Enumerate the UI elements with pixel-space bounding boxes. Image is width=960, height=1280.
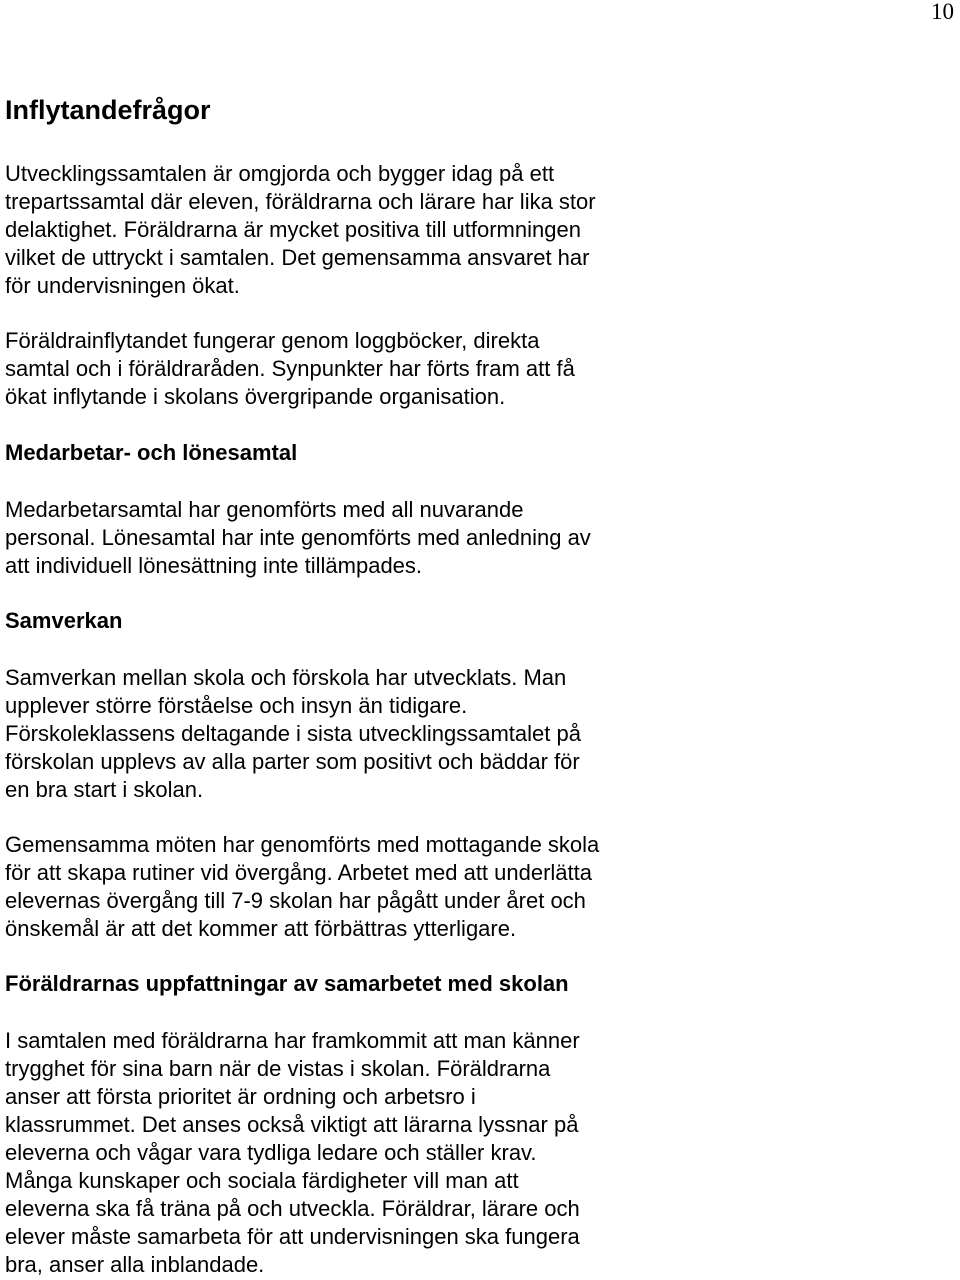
body-text-line: elevernas övergång till 7-9 skolan har pågått under året och <box>5 888 586 913</box>
body-text-line: ökat inflytande i skolans övergripande organisation. <box>5 384 506 409</box>
body-text-line: för undervisningen ökat. <box>5 273 240 298</box>
body-text-line: vilket de uttryckt i samtalen. Det gemensamma ansvaret har <box>5 245 590 270</box>
body-text-line: att individuell lönesättning inte tillämpades. <box>5 553 423 578</box>
body-text-line: anser att första prioritet är ordning och arbetsro i <box>5 1084 476 1109</box>
body-text-line: önskemål är att det kommer att förbättras ytterligare. <box>5 916 517 941</box>
body-text-line: Gemensamma möten har genomförts med mottagande skola <box>5 832 600 857</box>
body-text-line: elever måste samarbeta för att undervisningen ska fungera <box>5 1224 580 1249</box>
body-text-line: Utvecklingssamtalen är omgjorda och bygger idag på ett <box>5 161 555 186</box>
body-text-line: delaktighet. Föräldrarna är mycket positiva till utformningen <box>5 217 581 242</box>
body-text-line: eleverna och vågar vara tydliga ledare och ställer krav. <box>5 1140 537 1165</box>
body-text-line: trepartssamtal där eleven, föräldrarna och lärare har lika stor <box>5 189 596 214</box>
body-text-line: Samverkan mellan skola och förskola har utvecklats. Man <box>5 665 567 690</box>
body-text-line: en bra start i skolan. <box>5 777 204 802</box>
body-text-line: samtal och i föräldraråden. Synpunkter har förts fram att få <box>5 356 575 381</box>
body-text-line: förskolan upplevs av alla parter som positivt och bäddar för <box>5 749 580 774</box>
body-text-line: Föräldrainflytandet fungerar genom loggböcker, direkta <box>5 328 540 353</box>
body-text-line: eleverna ska få träna på och utveckla. Föräldrar, lärare och <box>5 1196 580 1221</box>
body-text-line: bra, anser alla inblandade. <box>5 1252 265 1277</box>
section-heading: Inflytandefrågor <box>5 95 211 125</box>
section-heading: Föräldrarnas uppfattningar av samarbetet med skolan <box>5 971 569 996</box>
section-heading: Samverkan <box>5 608 123 633</box>
section-heading: Medarbetar- och lönesamtal <box>5 440 298 465</box>
body-text-line: klassrummet. Det anses också viktigt att lärarna lyssnar på <box>5 1112 579 1137</box>
body-text-line: Förskoleklassens deltagande i sista utvecklingssamtalet på <box>5 721 581 746</box>
body-text-line: Många kunskaper och sociala färdigheter vill man att <box>5 1168 519 1193</box>
page-number: 10 <box>931 0 954 24</box>
body-text-line: I samtalen med föräldrarna har framkommit att man känner <box>5 1028 580 1053</box>
body-text-line: för att skapa rutiner vid övergång. Arbetet med att underlätta <box>5 860 593 885</box>
body-text-line: trygghet för sina barn när de vistas i skolan. Föräldrarna <box>5 1056 551 1081</box>
body-text-line: Medarbetarsamtal har genomförts med all nuvarande <box>5 497 524 522</box>
body-text-line: personal. Lönesamtal har inte genomförts med anledning av <box>5 525 591 550</box>
body-text-line: upplever större förståelse och insyn än tidigare. <box>5 693 468 718</box>
